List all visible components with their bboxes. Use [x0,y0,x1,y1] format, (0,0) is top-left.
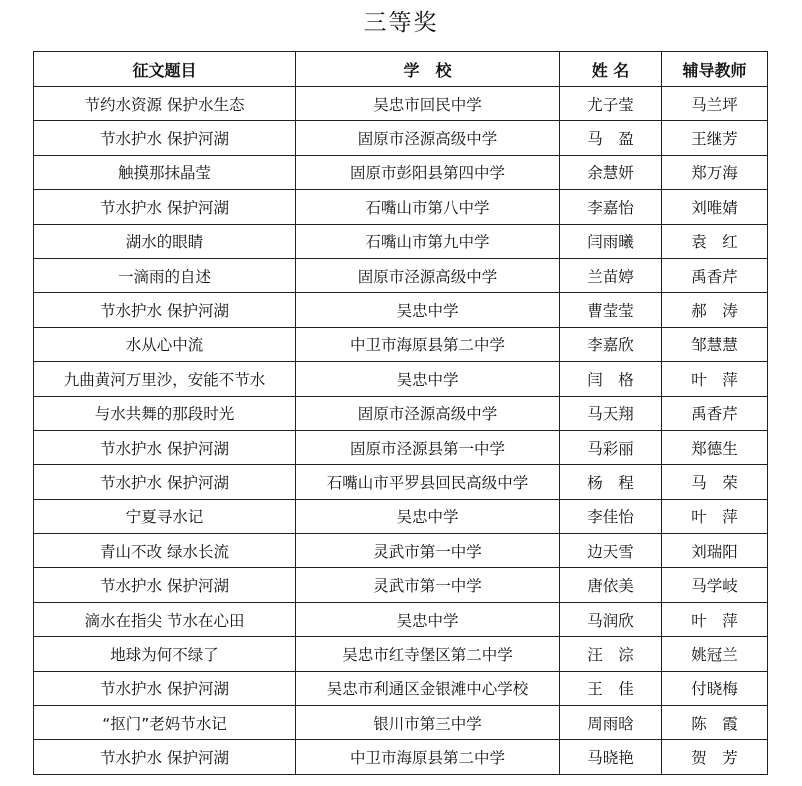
cell-school: 灵武市第一中学 [296,534,560,568]
cell-essay-title: 宁夏寻水记 [34,499,296,533]
cell-student-name: 李佳怡 [560,499,662,533]
cell-advisor: 王继芳 [662,121,768,155]
cell-advisor: 郝 涛 [662,293,768,327]
cell-advisor: 禹香芹 [662,396,768,430]
table-row [34,740,768,774]
cell-essay-title: 节水护水 保护河湖 [34,293,296,327]
cell-student-name: 马天翔 [560,396,662,430]
cell-advisor: 叶 萍 [662,362,768,396]
cell-school: 固原市泾源县第一中学 [296,430,560,464]
table-row [34,87,768,121]
cell-school: 吴忠中学 [296,499,560,533]
table-row [34,190,768,224]
cell-advisor: 马学岐 [662,568,768,602]
cell-advisor: 郑德生 [662,430,768,464]
table-row [34,499,768,533]
cell-student-name: 汪 淙 [560,637,662,671]
table-row [34,706,768,740]
cell-advisor: 马 荣 [662,465,768,499]
cell-school: 中卫市海原县第二中学 [296,740,560,774]
table-body [34,87,768,775]
cell-school: 吴忠中学 [296,362,560,396]
cell-advisor: 郑万海 [662,155,768,189]
cell-student-name: 周雨晗 [560,706,662,740]
cell-advisor: 邹慧慧 [662,327,768,361]
cell-student-name: 唐依美 [560,568,662,602]
cell-essay-title: 水从心中流 [34,327,296,361]
cell-school: 银川市第三中学 [296,706,560,740]
cell-essay-title: 节水护水 保护河湖 [34,190,296,224]
cell-school: 石嘴山市平罗县回民高级中学 [296,465,560,499]
table-row [34,224,768,258]
cell-student-name: 马 盈 [560,121,662,155]
cell-student-name: 李嘉欣 [560,327,662,361]
cell-essay-title: 触摸那抹晶莹 [34,155,296,189]
cell-student-name: 边天雪 [560,534,662,568]
cell-school: 中卫市海原县第二中学 [296,327,560,361]
cell-advisor: 陈 霞 [662,706,768,740]
cell-essay-title: 九曲黄河万里沙，安能不节水 [34,362,296,396]
cell-essay-title: 节水护水 保护河湖 [34,430,296,464]
header-student-name: 姓 名 [560,52,662,87]
cell-essay-title: 节水护水 保护河湖 [34,568,296,602]
cell-student-name: 兰苗婷 [560,258,662,292]
cell-student-name: 余慧妍 [560,155,662,189]
cell-essay-title: 湖水的眼睛 [34,224,296,258]
cell-student-name: 王 佳 [560,671,662,705]
table-row [34,602,768,636]
cell-school: 固原市泾源高级中学 [296,396,560,430]
cell-advisor: 叶 萍 [662,499,768,533]
table-row [34,568,768,602]
cell-school: 吴忠中学 [296,293,560,327]
cell-essay-title: 节水护水 保护河湖 [34,740,296,774]
table-row [34,327,768,361]
header-advisor: 辅导教师 [662,52,768,87]
cell-student-name: 马润欣 [560,602,662,636]
cell-essay-title: 节水护水 保护河湖 [34,465,296,499]
cell-essay-title: 地球为何不绿了 [34,637,296,671]
table-row [34,293,768,327]
cell-advisor: 马兰坪 [662,87,768,121]
cell-student-name: 李嘉怡 [560,190,662,224]
table-row [34,155,768,189]
table-row [34,671,768,705]
cell-essay-title: 与水共舞的那段时光 [34,396,296,430]
table-row [34,121,768,155]
cell-student-name: 尤子莹 [560,87,662,121]
cell-student-name: 曹莹莹 [560,293,662,327]
table-row [34,637,768,671]
table-row [34,396,768,430]
cell-school: 石嘴山市第八中学 [296,190,560,224]
cell-student-name: 杨 程 [560,465,662,499]
cell-essay-title: 一滴雨的自述 [34,258,296,292]
cell-advisor: 禹香芹 [662,258,768,292]
cell-school: 固原市泾源高级中学 [296,121,560,155]
cell-student-name: 闫 格 [560,362,662,396]
table-row [34,465,768,499]
cell-school: 石嘴山市第九中学 [296,224,560,258]
cell-essay-title: 节水护水 保护河湖 [34,671,296,705]
cell-advisor: 姚冠兰 [662,637,768,671]
cell-essay-title: 青山不改 绿水长流 [34,534,296,568]
header-school: 学 校 [296,52,560,87]
cell-school: 吴忠市回民中学 [296,87,560,121]
table-header [34,52,768,87]
table-row [34,430,768,464]
cell-school: 吴忠市利通区金银滩中心学校 [296,671,560,705]
cell-student-name: 闫雨曦 [560,224,662,258]
table-row [34,362,768,396]
cell-advisor: 贺 芳 [662,740,768,774]
cell-essay-title: 滴水在指尖 节水在心田 [34,602,296,636]
cell-school: 吴忠中学 [296,602,560,636]
cell-advisor: 叶 萍 [662,602,768,636]
cell-advisor: 袁 红 [662,224,768,258]
cell-advisor: 刘唯婧 [662,190,768,224]
cell-school: 固原市泾源高级中学 [296,258,560,292]
cell-student-name: 马晓艳 [560,740,662,774]
cell-school: 固原市彭阳县第四中学 [296,155,560,189]
header-essay-title: 征文题目 [34,52,296,87]
award-table [33,51,768,775]
cell-advisor: 刘瑞阳 [662,534,768,568]
cell-school: 吴忠市红寺堡区第二中学 [296,637,560,671]
cell-advisor: 付晓梅 [662,671,768,705]
cell-student-name: 马彩丽 [560,430,662,464]
table-row [34,258,768,292]
page-title: 三等奖 [363,10,439,36]
cell-essay-title: 节约水资源 保护水生态 [34,87,296,121]
cell-school: 灵武市第一中学 [296,568,560,602]
header-row [34,52,768,87]
cell-essay-title: “抠门”老妈节水记 [34,706,296,740]
cell-essay-title: 节水护水 保护河湖 [34,121,296,155]
table-row [34,534,768,568]
